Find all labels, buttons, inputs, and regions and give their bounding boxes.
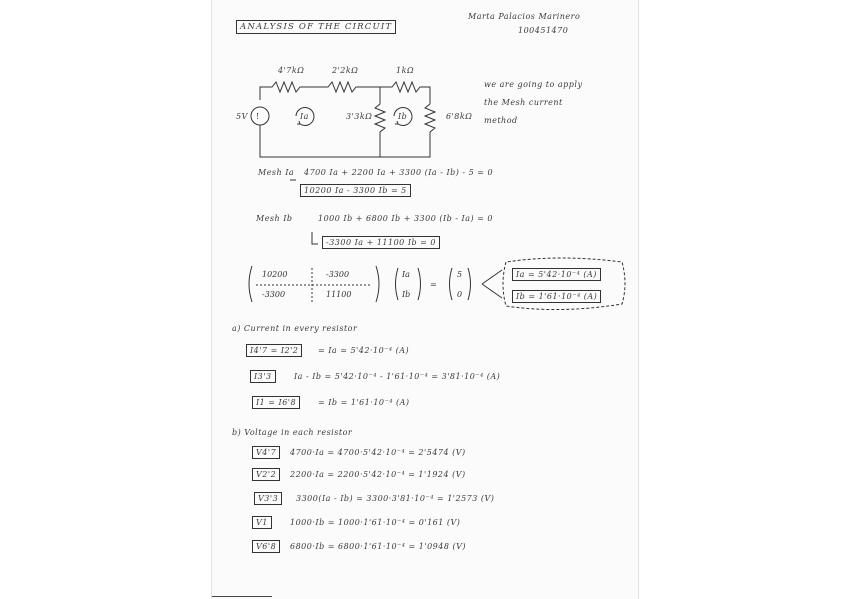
mesh-a-label: Ia	[300, 112, 309, 121]
voltage-4-lhs: V1	[252, 516, 272, 529]
method-note-line-1: we are going to apply	[484, 80, 583, 89]
resistor-right-label: 6'8kΩ	[446, 112, 473, 121]
resistor-top-label-3: 1kΩ	[396, 66, 415, 75]
matrix-a11: 10200	[262, 270, 288, 279]
page-title: ANALYSIS OF THE CIRCUIT	[236, 20, 396, 34]
author-name: Marta Palacios Marinero	[468, 12, 581, 21]
matrix-a21: -3300	[262, 290, 286, 299]
current-line-3-lhs: I1 = I6'8	[252, 396, 300, 409]
voltage-4: 1000·Ib = 1000·1'61·10⁻⁴ = 0'161 (V)	[290, 518, 461, 527]
mesh-a-result: 10200 Ia - 3300 Ib = 5	[300, 184, 411, 197]
mesh-a-equation: 4700 Ia + 2200 Ia + 3300 (Ia - Ib) - 5 = 0	[304, 168, 494, 177]
voltage-3-lhs: V3'3	[254, 492, 282, 505]
mesh-b-result: -3300 Ia + 11100 Ib = 0	[322, 236, 440, 249]
mesh-b-label: Ib	[398, 112, 408, 121]
method-note-line-2: the Mesh current	[484, 98, 563, 107]
current-line-1-rhs: = Ia = 5'42·10⁻⁴ (A)	[318, 346, 410, 355]
vector-x1: Ia	[402, 270, 410, 279]
method-note-line-3: method	[484, 116, 518, 125]
current-line-3-rhs: = Ib = 1'61·10⁻⁴ (A)	[318, 398, 410, 407]
equals-sign: =	[430, 280, 437, 289]
resistor-mid-label: 3'3kΩ	[346, 112, 373, 121]
part-b-heading: b) Voltage in each resistor	[232, 428, 353, 437]
resistor-top-label-1: 4'7kΩ	[278, 66, 305, 75]
current-line-1-lhs: I4'7 = I2'2	[246, 344, 302, 357]
voltage-3: 3300(Ia - Ib) = 3300·3'81·10⁻⁴ = 1'2573 (V)	[296, 494, 495, 503]
voltage-2-lhs: V2'2	[252, 468, 280, 481]
mesh-b-equation: 1000 Ib + 6800 Ib + 3300 (Ib - Ia) = 0	[318, 214, 493, 223]
mesh-a-heading: Mesh Ia	[258, 168, 295, 177]
part-a-heading: a) Current in every resistor	[232, 324, 358, 333]
student-id: 100451470	[518, 26, 569, 35]
current-line-2-lhs: I3'3	[250, 370, 276, 383]
vector-b1: 5	[457, 270, 463, 279]
source-label: 5V	[236, 112, 248, 121]
voltage-1-lhs: V4'7	[252, 446, 280, 459]
solution-ib: Ib = 1'61·10⁻⁴ (A)	[512, 290, 601, 303]
resistor-top-label-2: 2'2kΩ	[332, 66, 359, 75]
voltage-2: 2200·Ia = 2200·5'42·10⁻⁴ = 1'1924 (V)	[290, 470, 466, 479]
matrix-a12: -3300	[326, 270, 350, 279]
voltage-1: 4700·Ia = 4700·5'42·10⁻⁴ = 2'5474 (V)	[290, 448, 466, 457]
voltage-5-lhs: V6'8	[252, 540, 280, 553]
matrix-a22: 11100	[326, 290, 352, 299]
mesh-b-heading: Mesh Ib	[256, 214, 293, 223]
voltage-5: 6800·Ib = 6800·1'61·10⁻⁴ = 1'0948 (V)	[290, 542, 466, 551]
vector-b2: 0	[457, 290, 463, 299]
page-edge-mark	[212, 596, 272, 597]
vector-x2: Ib	[402, 290, 411, 299]
current-line-2-rhs: Ia - Ib = 5'42·10⁻⁴ - 1'61·10⁻⁴ = 3'81·10⁻⁴ (A)	[294, 372, 501, 381]
source-polarity-icon: !	[256, 112, 260, 121]
solution-ia: Ia = 5'42·10⁻⁴ (A)	[512, 268, 601, 281]
